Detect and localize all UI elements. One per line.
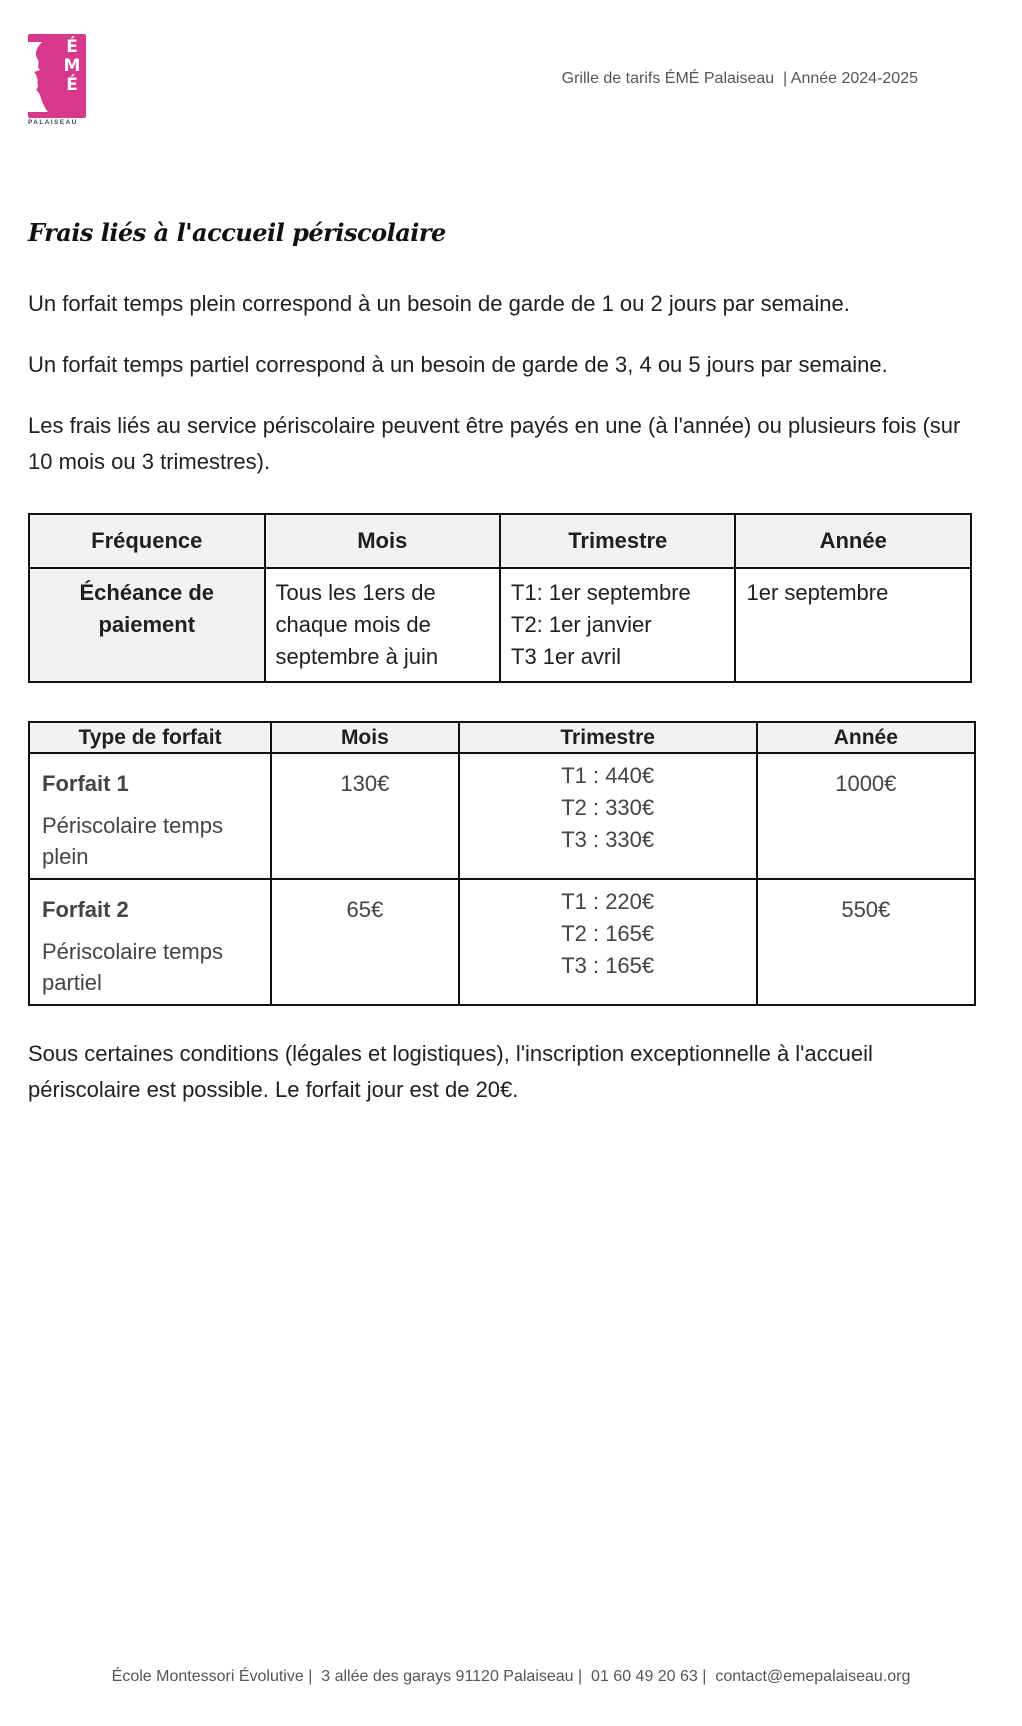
price-value: 1000€ — [835, 771, 897, 796]
school-logo — [28, 34, 88, 126]
price-trimestre — [459, 879, 757, 1005]
logo-letter-m: M — [63, 56, 81, 76]
quarter-price: T2 : 165€ — [561, 921, 655, 946]
plan-cell — [29, 753, 271, 879]
paragraph-full-time: Un forfait temps plein correspond à un besoin de garde de 1 ou 2 jours par semaine. — [28, 291, 850, 316]
price-value: 65€ — [346, 897, 384, 922]
price-table — [28, 721, 976, 1006]
page-footer: École Montessori Évolutive | 3 allée des garays 91120 Palaiseau | 01 60 49 20 63 | contact@emepalaiseau.org — [111, 1668, 911, 1685]
header-trimestre: Trimestre — [459, 722, 757, 753]
plan-description: Périscolaire temps plein — [42, 813, 223, 869]
price-value: 550€ — [841, 897, 891, 922]
logo-letter-e2: É — [66, 75, 78, 95]
cell-trimestre — [500, 568, 735, 682]
trimestre-line: T1: 1er septembre — [511, 580, 691, 605]
header-type-forfait: Type de forfait — [29, 722, 271, 753]
paragraph-payment: Les frais liés au service périscolaire peuvent être payés en une (à l'année) ou plusieurs fois (sur 10 mois ou 3 trimestres). — [28, 413, 961, 474]
table-row — [29, 753, 975, 879]
quarter-price: T2 : 330€ — [561, 795, 655, 820]
header-frequence: Fréquence — [29, 514, 265, 568]
price-mois — [271, 879, 459, 1005]
header-annee: Année — [757, 722, 975, 753]
cell-mois: Tous les 1ers de chaque mois de septembre à juin — [265, 568, 500, 682]
plan-cell — [29, 879, 271, 1005]
price-value: 130€ — [340, 771, 390, 796]
table-row — [29, 879, 975, 1005]
trimestre-line: T2: 1er janvier — [511, 612, 652, 637]
price-annee — [757, 879, 975, 1005]
price-annee — [757, 753, 975, 879]
table-header-row — [29, 514, 971, 568]
quarter-price: T3 : 330€ — [561, 827, 655, 852]
header-mois: Mois — [271, 722, 459, 753]
quarter-price: T1 : 220€ — [561, 889, 655, 914]
header-annee: Année — [735, 514, 971, 568]
trimestre-line: T3 1er avril — [511, 644, 622, 669]
price-trimestre — [459, 753, 757, 879]
paragraph-part-time: Un forfait temps partiel correspond à un besoin de garde de 3, 4 ou 5 jours par semaine. — [28, 352, 888, 377]
profile-face-icon — [28, 42, 58, 112]
plan-name: Forfait 1 — [42, 771, 129, 796]
cell-annee: 1er septembre — [735, 568, 971, 682]
logo-city: PALAISEAU — [28, 119, 78, 126]
document-header: Grille de tarifs ÉMÉ Palaiseau | Année 2024-2025 — [561, 70, 918, 87]
price-mois — [271, 753, 459, 879]
quarter-price: T3 : 165€ — [561, 953, 655, 978]
table-row — [29, 568, 971, 682]
header-trimestre: Trimestre — [500, 514, 735, 568]
header-mois: Mois — [265, 514, 500, 568]
quarter-price: T1 : 440€ — [561, 763, 655, 788]
row-label-echeance: Échéance de paiement — [29, 568, 265, 682]
section-title: Frais liés à l'accueil périscolaire — [28, 218, 446, 247]
logo-letters — [58, 38, 86, 95]
table-header-row — [29, 722, 975, 753]
logo-mark — [28, 34, 86, 118]
plan-name: Forfait 2 — [42, 897, 129, 922]
paragraph-exceptional: Sous certaines conditions (légales et logistiques), l'inscription exceptionnelle à l'accueil périscolaire est possible. Le forfait jour est de 20€. — [28, 1041, 873, 1102]
plan-description: Périscolaire temps partiel — [42, 939, 223, 995]
payment-schedule-table — [28, 513, 972, 683]
logo-letter-e1: É — [66, 37, 78, 57]
